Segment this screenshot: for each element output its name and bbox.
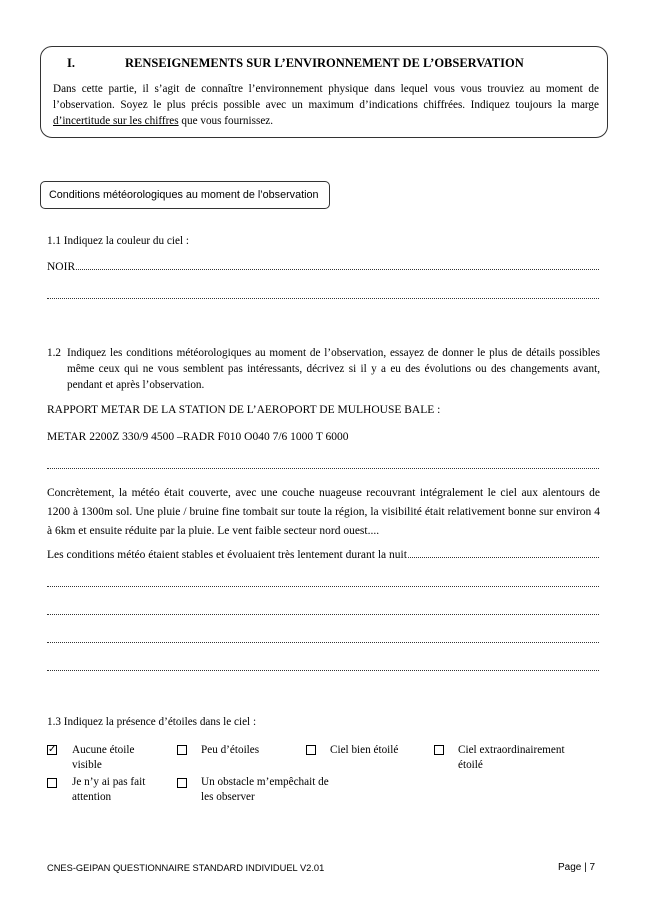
question-1-1-label: Indiquez la couleur du ciel : [63,235,189,247]
question-1-2-label: Indiquez les conditions météorologiques au moment de l’observation, essayez de donner le plus de détails possibles même ceux qui ne vous semblent pas intéressants, décrivez si il y a eu des évolutions ou des changements avant, pendant et après l’observation. [67,347,600,391]
dotted-fill [76,261,599,270]
section-intro-text: Dans cette partie, il s’agit de connaître l’environnement physique dans lequel vous vous trouviez au moment de l’observation. Soyez le plus précis possible avec un maximum d’indications chiffrées. Indiquez toujours la marge [53,83,599,111]
section-number: I. [67,56,75,70]
check-mark-icon: ✓ [48,744,57,755]
option-obstacle: Un obstacle m’empêchait de les observer [201,776,329,803]
answer-1-1-text: NOIR [47,261,76,273]
answer-1-2-line-1: RAPPORT METAR DE LA STATION DE L’AEROPORT DE MULHOUSE BALE : [47,404,441,416]
answer-1-2-line-3[interactable] [47,549,599,561]
section-intro-end: que vous fournissez. [178,115,274,127]
section-title [67,56,524,71]
option-sky-well-starred: Ciel bien étoilé [330,744,399,756]
dotted-answer-line[interactable] [47,298,599,299]
option-no-star-visible: Aucune étoile visible [72,744,135,771]
dotted-answer-line[interactable] [47,586,599,587]
dotted-answer-line[interactable] [47,614,599,615]
section-intro [53,81,599,129]
question-1-3-label: Indiquez la présence d’étoiles dans le ciel : [63,716,257,728]
answer-1-2-paragraph: Concrètement, la météo était couverte, avec une couche nuageuse recouvrant intégralement le ciel aux alentours de 1200 à 1300m sol. Une pluie / bruine fine tombait sur toute la région, la visibilité était relativement bonne sur environ 4 à 6km et ensuite réduite par la pluie. Le vent faible secteur nord ouest.... [47,487,600,537]
checkbox-sky-extraordinarily-starred[interactable] [434,745,444,755]
dotted-answer-line[interactable] [47,670,599,671]
dotted-answer-line[interactable] [47,468,599,469]
section-header-box [40,46,608,138]
section-title-text: RENSEIGNEMENTS SUR L’ENVIRONNEMENT DE L’OBSERVATION [125,56,524,70]
checkbox-few-stars[interactable] [177,745,187,755]
footer-page-number: Page | 7 [558,862,596,873]
footer-document-id: CNES-GEIPAN QUESTIONNAIRE STANDARD INDIVIDUEL V2.01 [47,863,325,873]
checkbox-sky-well-starred[interactable] [306,745,316,755]
dotted-answer-line[interactable] [47,642,599,643]
option-few-stars: Peu d’étoiles [201,744,260,756]
checkbox-no-star-visible[interactable] [47,745,57,755]
checkbox-did-not-pay-attention[interactable] [47,778,57,788]
checkbox-obstacle[interactable] [177,778,187,788]
option-sky-extraordinarily-starred: Ciel extraordinairement étoilé [458,744,565,771]
question-1-1 [47,235,189,247]
question-1-2-number: 1.2 [47,347,61,359]
question-1-1-number: 1.1 [47,235,61,247]
weather-subheader: Conditions météorologiques au moment de l’observation [40,181,330,209]
question-1-3-number: 1.3 [47,716,61,728]
dotted-fill [408,549,599,558]
option-did-not-pay-attention: Je n’y ai pas fait attention [72,776,146,803]
answer-1-2-line-2: METAR 2200Z 330/9 4500 –RADR F010 O040 7/6 1000 T 6000 [47,431,349,443]
answer-1-1[interactable] [47,261,599,273]
question-1-3 [47,716,256,728]
section-intro-underlined: d’incertitude sur les chiffres [53,115,179,127]
answer-1-2-line-3-text: Les conditions météo étaient stables et évoluaient très lentement durant la nuit [47,549,407,561]
question-1-2 [47,345,600,391]
